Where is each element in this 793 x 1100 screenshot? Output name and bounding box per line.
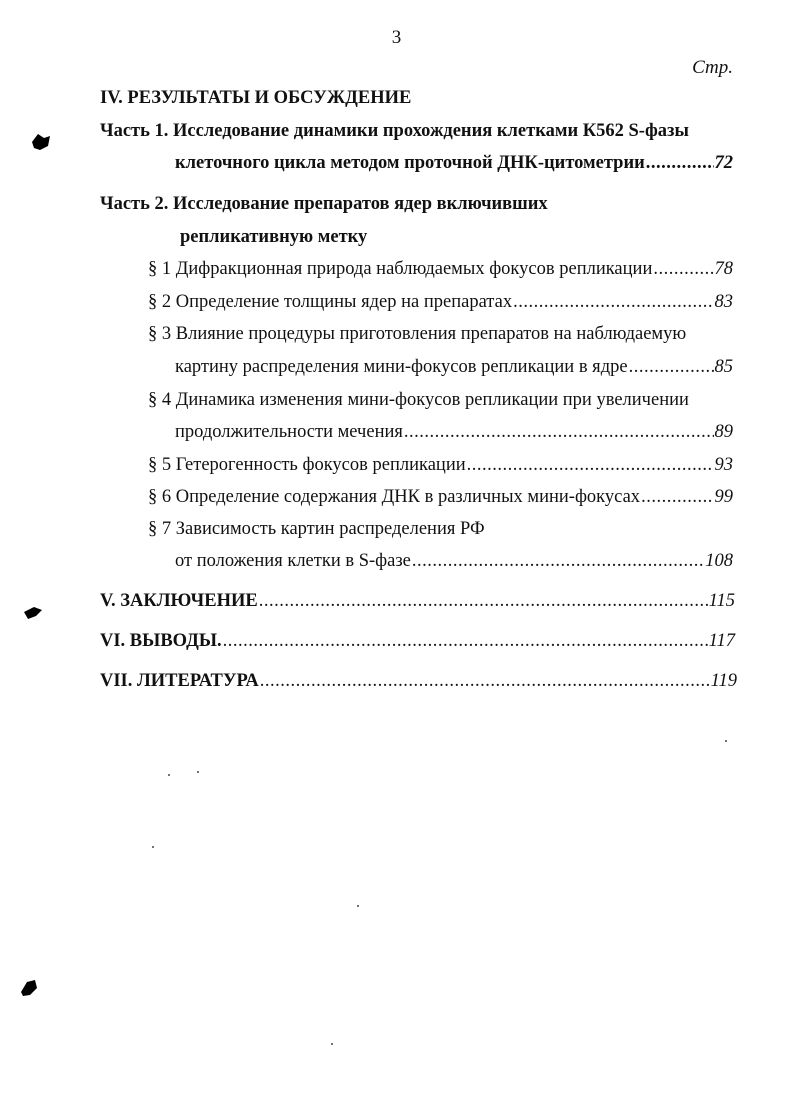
section-results-title: IV. РЕЗУЛЬТАТЫ И ОБСУЖДЕНИЕ: [100, 88, 412, 108]
scan-mark-bottom: [18, 978, 40, 998]
page-ref: 83: [714, 292, 733, 312]
section-3-title-line1: § 3 Влияние процедуры приготовления препаратов на наблюдаемую: [148, 324, 687, 344]
section-title: § 2 Определение толщины ядер на препаратах: [148, 292, 513, 312]
part2-title-line2: репликативную метку: [180, 227, 368, 247]
toc-entry-conclusion[interactable]: [100, 591, 735, 612]
page-ref: 117: [708, 631, 735, 651]
page-ref: 72: [714, 153, 733, 173]
leader-dots: [467, 455, 714, 476]
section-7-title-line1: § 7 Зависимость картин распределения РФ: [148, 519, 485, 539]
leader-dots: [629, 357, 714, 378]
page-ref: 99: [714, 487, 733, 507]
toc-entry-section-5[interactable]: [148, 455, 733, 476]
leader-dots: [646, 153, 714, 174]
page-ref: 93: [714, 455, 733, 475]
leader-dots: [653, 259, 713, 280]
scan-mark-middle: [22, 604, 44, 622]
toc-entry-section-4[interactable]: [175, 422, 733, 443]
page-ref: 108: [705, 551, 733, 571]
toc-entry-section-3[interactable]: [175, 357, 733, 378]
page-ref: 85: [714, 357, 733, 377]
leader-dots: [404, 422, 714, 443]
section-title: от положения клетки в S-фазе: [175, 551, 411, 571]
conclusion-title: V. ЗАКЛЮЧЕНИЕ: [100, 591, 258, 611]
page-ref: 78: [714, 259, 733, 279]
part2-title-line1: Часть 2. Исследование препаратов ядер включивших: [100, 194, 548, 214]
scan-speck: [152, 846, 154, 848]
scan-mark-top: [30, 132, 52, 152]
leader-dots: [412, 551, 704, 572]
section-title: § 6 Определение содержания ДНК в различных мини-фокусах: [148, 487, 641, 507]
part1-title-line1: Часть 1. Исследование динамики прохождения клетками К562 S-фазы: [100, 121, 689, 141]
leader-dots: [513, 292, 713, 313]
leader-dots: [259, 591, 708, 612]
scan-speck: [168, 774, 170, 776]
toc-entry-literature[interactable]: [100, 671, 737, 692]
section-4-title-line1: § 4 Динамика изменения мини-фокусов репликации при увеличении: [148, 390, 689, 410]
part1-title-line2: клеточного цикла методом проточной ДНК-цитометрии: [175, 153, 645, 173]
toc-entry-section-6[interactable]: [148, 487, 733, 508]
page-ref: 115: [708, 591, 735, 611]
scan-speck: [725, 740, 727, 742]
page-ref: 119: [710, 671, 737, 691]
leader-dots: [223, 631, 708, 652]
leader-dots: [260, 671, 710, 692]
findings-title: VI. ВЫВОДЫ.: [100, 631, 222, 651]
scan-speck: [197, 771, 199, 773]
toc-entry-section-2[interactable]: [148, 292, 733, 313]
toc-entry-section-1[interactable]: [148, 259, 733, 280]
scan-speck: [331, 1043, 333, 1045]
toc-entry-findings[interactable]: [100, 631, 735, 652]
toc-entry-part1[interactable]: [175, 153, 733, 174]
section-title: § 1 Дифракционная природа наблюдаемых фокусов репликации: [148, 259, 653, 279]
section-title: § 5 Гетерогенность фокусов репликации: [148, 455, 466, 475]
toc-entry-section-7[interactable]: [175, 551, 733, 572]
page-ref: 89: [714, 422, 733, 442]
section-title: картину распределения мини-фокусов репликации в ядре: [175, 357, 628, 377]
section-title: продолжительности мечения: [175, 422, 403, 442]
leader-dots: [641, 487, 713, 508]
page-column-header: Стр.: [692, 57, 733, 78]
literature-title: VII. ЛИТЕРАТУРА: [100, 671, 259, 691]
scan-speck: [357, 905, 359, 907]
page-number: 3: [391, 27, 402, 48]
